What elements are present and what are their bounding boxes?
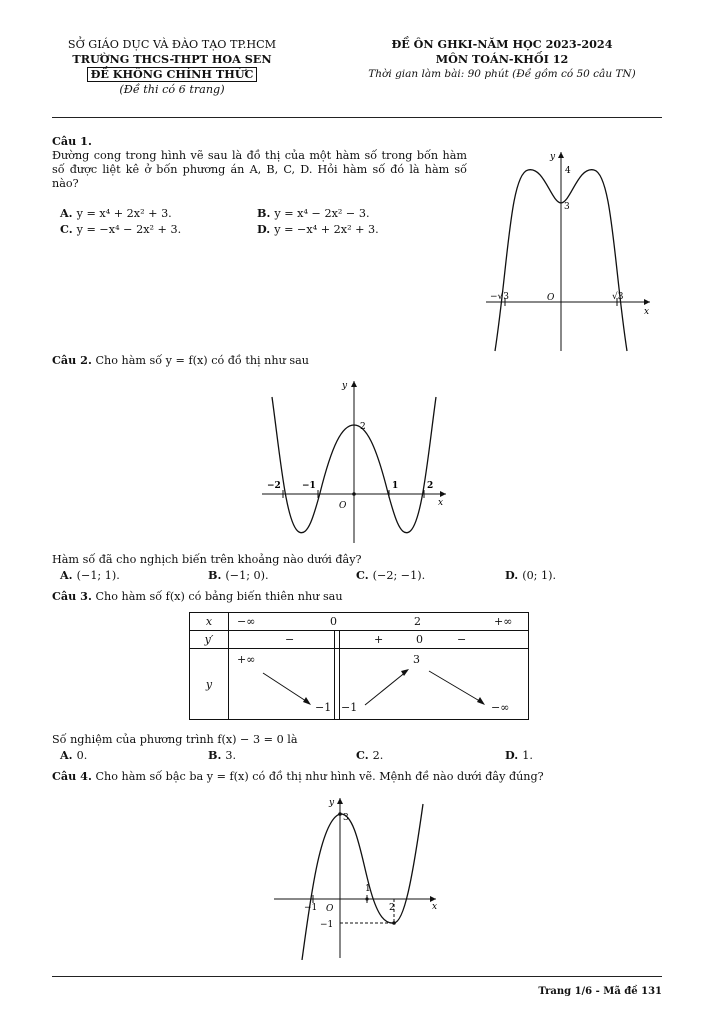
time-note: Thời gian làm bài: 90 phút (Đề gồm có 50 câu TN) — [368, 68, 636, 80]
vt-x-two: 2 — [414, 615, 421, 628]
q1-max-label: 4 — [565, 166, 571, 176]
q2-x-label: x — [438, 498, 444, 508]
q4-point-1 — [365, 897, 368, 900]
q1-origin-label: O — [547, 293, 555, 303]
vt-sign-1: − — [285, 633, 295, 646]
q2-x-label-neg2: −2 — [267, 481, 281, 491]
vt-y-max: 3 — [413, 653, 420, 666]
q1-x-arrow — [644, 299, 650, 305]
q1-x-label: x — [644, 307, 650, 317]
q3-text: Cho hàm số f(x) có bảng biến thiên như sau — [95, 590, 343, 603]
q1-option-c[interactable]: C. y = −x⁴ − 2x² + 3. — [60, 222, 182, 236]
vt-arrowhead-1 — [303, 697, 311, 705]
vt-yp-double-bar — [334, 630, 340, 648]
q1-min-label: 3 — [564, 202, 570, 212]
q3-option-c[interactable]: C. 2. — [356, 748, 384, 762]
q3-option-a[interactable]: A. 0. — [60, 748, 88, 762]
q1-text: Đường cong trong hình vẽ sau là đồ thị của một hàm số trong bốn hàm số được liệt kê ở bốn phương án A, B, C, D. Hỏi hàm số đó là hàm số nào? — [52, 149, 467, 190]
page-footer: Trang 1/6 - Mã đề 131 — [538, 986, 662, 997]
q4-stem — [52, 769, 544, 784]
q3-label: Câu 3. — [52, 589, 92, 603]
q4-x-label: x — [432, 902, 438, 912]
q1-pos-root-label: √3 — [612, 292, 624, 302]
vt-arrow-down-1 — [263, 673, 309, 703]
vt-sign-3: − — [457, 633, 467, 646]
q2-option-b[interactable]: B. (−1; 0). — [208, 568, 269, 582]
q4-label-one: 1 — [365, 884, 371, 894]
q2-option-d[interactable]: D. (0; 1). — [505, 568, 557, 582]
q4-curve — [302, 804, 423, 960]
q1-neg-root-label: −√3 — [490, 292, 510, 302]
vt-arrow-up — [365, 671, 407, 705]
q2-x-label-1: 1 — [392, 481, 399, 491]
q1-graph — [478, 146, 658, 352]
q3-stem — [52, 589, 343, 604]
vt-x-pos-inf: +∞ — [494, 615, 513, 628]
q3-question: Số nghiệm của phương trình f(x) − 3 = 0 là — [52, 733, 298, 746]
q4-y-neg1-label: −1 — [320, 920, 334, 930]
variation-table — [189, 612, 529, 720]
vt-arrowhead-3 — [477, 697, 485, 705]
q4-min-dot — [392, 921, 396, 925]
q2-text: Cho hàm số y = f(x) có đồ thị như sau — [95, 354, 309, 367]
q2-y-arrow — [351, 381, 357, 387]
q2-x-label-2: 2 — [427, 481, 434, 491]
q4-x-two-label: 2 — [389, 903, 395, 913]
q2-graph — [262, 375, 452, 547]
vt-arrows — [229, 649, 529, 719]
vt-x-zero: 0 — [330, 615, 337, 628]
q1-label: Câu 1. — [52, 134, 92, 148]
q2-y-label: y — [342, 381, 348, 391]
vt-yp-zero: 0 — [416, 633, 423, 646]
dept-name: SỞ GIÁO DỤC VÀ ĐÀO TẠO TP.HCM — [67, 38, 277, 51]
vt-y-right-min: −1 — [341, 701, 358, 714]
vt-x-neg-inf: −∞ — [237, 615, 256, 628]
vt-yp-head: y′ — [190, 631, 229, 649]
vt-y-pos-inf: +∞ — [237, 653, 256, 666]
q3-option-b[interactable]: B. 3. — [208, 748, 237, 762]
vt-sign-2: + — [374, 633, 384, 646]
vt-y-row — [229, 649, 529, 720]
q2-origin-label: O — [339, 501, 347, 511]
exam-title: ĐỀ ÔN GHKI-NĂM HỌC 2023-2024 — [391, 37, 613, 51]
q4-text: Cho hàm số bậc ba y = f(x) có đồ thị như hình vẽ. Mệnh đề nào dưới đây đúng? — [95, 770, 544, 783]
q4-label: Câu 4. — [52, 769, 92, 783]
vt-x-row — [229, 613, 529, 631]
q2-x-label-neg1: −1 — [302, 481, 316, 491]
q1-y-arrow — [558, 152, 564, 158]
vt-y-head: y — [190, 649, 229, 720]
q1-option-d[interactable]: D. y = −x⁴ + 2x² + 3. — [257, 222, 379, 236]
q1-option-a[interactable]: A. y = x⁴ + 2x² + 3. — [60, 206, 172, 220]
q1-option-b[interactable]: B. y = x⁴ − 2x² − 3. — [257, 206, 370, 220]
q2-x-arrow — [440, 491, 446, 497]
q2-option-c[interactable]: C. (−2; −1). — [356, 568, 426, 582]
vt-y-neg-inf: −∞ — [491, 701, 510, 714]
q3-option-d[interactable]: D. 1. — [505, 748, 533, 762]
header-right — [352, 37, 652, 82]
q4-y-arrow — [337, 798, 343, 804]
q2-question: Hàm số đã cho nghịch biến trên khoảng nào dưới đây? — [52, 553, 362, 566]
q4-y-label: y — [329, 798, 335, 808]
q4-max-dot — [338, 812, 342, 816]
exam-status: ĐỀ KHÔNG CHÍNH THỨC — [87, 67, 258, 82]
subject: MÔN TOÁN-KHỐI 12 — [435, 52, 569, 66]
q4-x-neg1-label: −1 — [304, 903, 318, 913]
vt-x-head: x — [190, 613, 229, 631]
q1-y-label: y — [550, 152, 556, 162]
vt-yp-row — [229, 631, 529, 649]
page-count: (Đề thi có 6 trang) — [119, 83, 225, 96]
q4-top-label: 3 — [343, 813, 349, 823]
q2-origin-dot — [352, 492, 356, 496]
q4-graph — [268, 792, 443, 960]
q4-origin-label: O — [326, 904, 334, 914]
footer-divider — [52, 976, 662, 977]
header-left — [52, 37, 292, 97]
vt-y-left-min: −1 — [315, 701, 332, 714]
q2-top-label: 2 — [360, 422, 366, 432]
vt-arrow-down-2 — [429, 671, 483, 703]
q2-option-a[interactable]: A. (−1; 1). — [60, 568, 120, 582]
header-divider — [52, 117, 662, 118]
q2-label: Câu 2. — [52, 353, 92, 367]
school-name: TRƯỜNG THCS-THPT HOA SEN — [72, 52, 272, 66]
q2-stem — [52, 353, 309, 368]
